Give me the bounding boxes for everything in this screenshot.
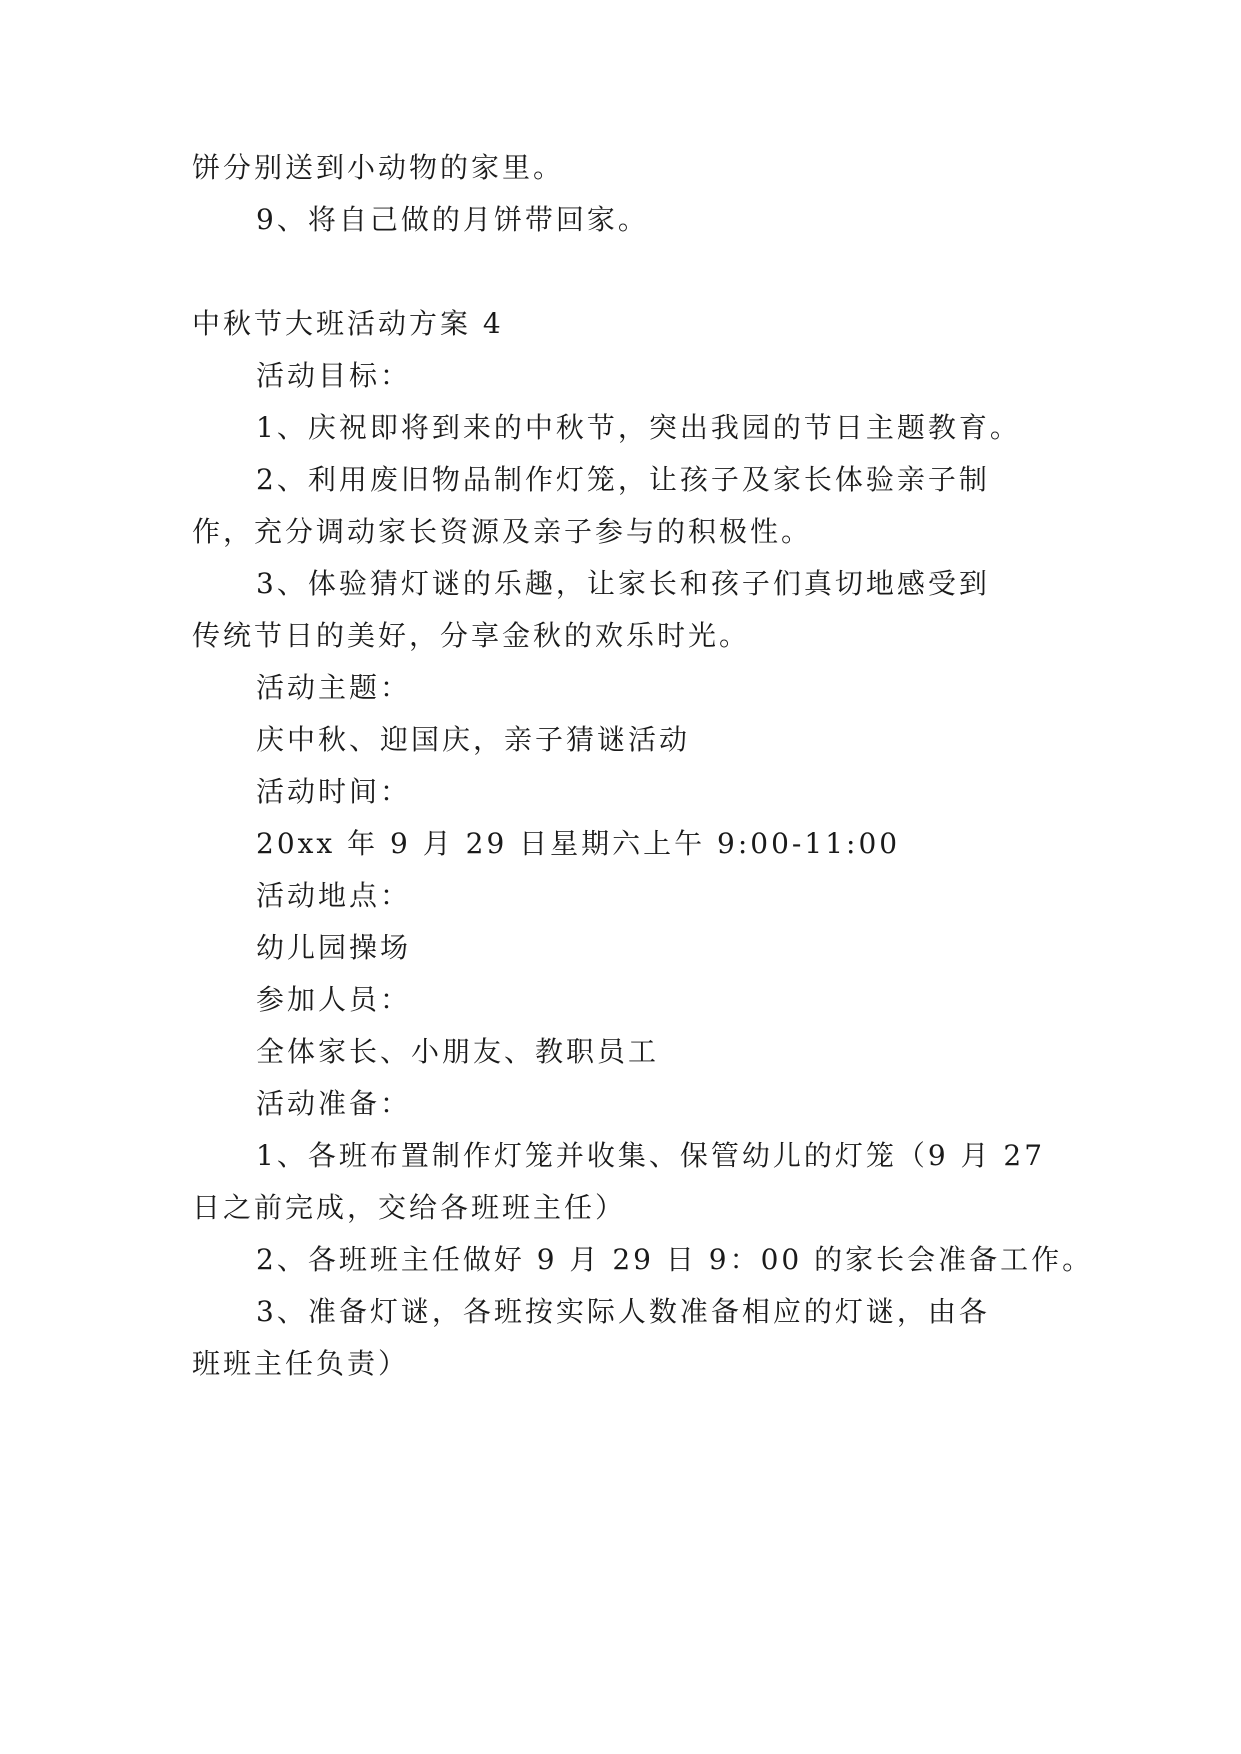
paragraph-line: 幼儿园操场	[256, 931, 412, 964]
paragraph-line: 全体家长、小朋友、教职员工	[256, 1035, 660, 1068]
paragraph-line: 作，充分调动家长资源及亲子参与的积极性。	[192, 515, 813, 548]
paragraph-line: 活动时间：	[256, 775, 412, 808]
paragraph-line: 日之前完成，交给各班班主任）	[192, 1191, 627, 1224]
paragraph-line: 3、准备灯谜，各班按实际人数准备相应的灯谜，由各	[256, 1295, 990, 1328]
paragraph-line: 庆中秋、迎国庆，亲子猜谜活动	[256, 723, 691, 756]
paragraph-line: 3、体验猜灯谜的乐趣，让家长和孩子们真切地感受到	[256, 567, 990, 600]
paragraph-line: 活动地点：	[256, 879, 412, 912]
paragraph-line: 班班主任负责）	[192, 1347, 410, 1380]
paragraph-line: 20xx 年 9 月 29 日星期六上午 9:00-11:00	[256, 827, 901, 860]
paragraph-line: 活动目标：	[256, 359, 412, 392]
paragraph-line: 2、利用废旧物品制作灯笼，让孩子及家长体验亲子制	[256, 463, 990, 496]
paragraph-line: 传统节日的美好，分享金秋的欢乐时光。	[192, 619, 751, 652]
paragraph-line: 饼分别送到小动物的家里。	[192, 151, 565, 184]
paragraph-line: 1、各班布置制作灯笼并收集、保管幼儿的灯笼（9 月 27	[256, 1139, 1046, 1172]
paragraph-line: 9、将自己做的月饼带回家。	[256, 203, 649, 236]
paragraph-line: 参加人员：	[256, 983, 412, 1016]
paragraph-line: 1、庆祝即将到来的中秋节，突出我园的节日主题教育。	[256, 411, 1021, 444]
section-heading: 中秋节大班活动方案 4	[192, 307, 504, 340]
paragraph-line: 活动主题：	[256, 671, 412, 704]
paragraph-line: 2、各班班主任做好 9 月 29 日 9：00 的家长会准备工作。	[256, 1243, 1094, 1276]
paragraph-line: 活动准备：	[256, 1087, 412, 1120]
